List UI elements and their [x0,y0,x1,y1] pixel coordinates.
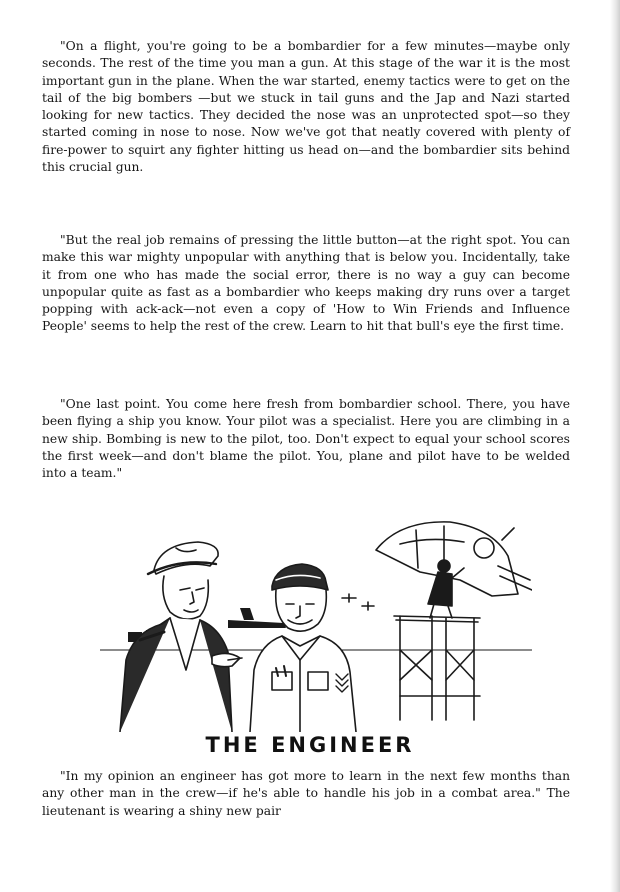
paragraph-bombardier-button [42,232,570,336]
paragraph-text: "One last point. You come here fresh from bombardier school. There, you have been flying a ship you know. Your pilot was a specialist. Here you are climbing in a new ship. Bombing is new to the pilot, too. Don't expect to equal your school scores the first week—and don't blame the pilot. You, plane and pilot have to be welded into a team." [42,397,570,481]
page-edge-shadow [610,0,620,892]
paragraph-text: "But the real job remains of pressing the little button—at the right spot. You can make this war mighty unpopular with anything that is below you. Incidentally, take it from one who has made the social error, there is no way a guy can become unpopular quite as fast as a bombardier who keeps making dry runs over a target popping with ack-ack—not even a copy of 'How to Win Friends and Influence People' seems to help the rest of the crew. Learn to hit that bull's eye the first time. [42,233,570,334]
scaffold-icon [394,616,480,720]
section-title: THE ENGINEER [205,733,415,757]
officer-and-engineer-illustration [100,520,532,732]
paragraph-text: "On a flight, you're going to be a bombardier for a few minutes—maybe only seconds. The rest of the time you man a gun. At this stage of the war it is the most important gun in the plane. When the war started, enemy tactics were to get on the tail of the big bombers —but we stuck in tail guns and the Jap and Nazi started looking for new tactics. They decided the nose was an unprotected spot—so they started coming in nose to nose. Now we've got that neatly covered with plenty of fire-power to squirt any fighter hitting us head on—and the bombardier sits behind this crucial gun. [42,39,570,175]
engineer-figure-icon [250,564,356,732]
bomber-nose-icon [376,522,532,596]
paragraph-text: "In my opinion an engineer has got more to learn in the next few months than any other man in the crew—if he's able to handle his job in a combat area." The lieutenant is wearing a shiny new pair [42,769,570,818]
officer-figure-icon [120,542,242,732]
paragraph-bombardier-team [42,396,570,482]
small-plane-icon [362,602,374,610]
paragraph-bombardier-gun [42,38,570,176]
small-plane-icon [342,594,356,602]
paragraph-engineer-intro [42,768,570,820]
